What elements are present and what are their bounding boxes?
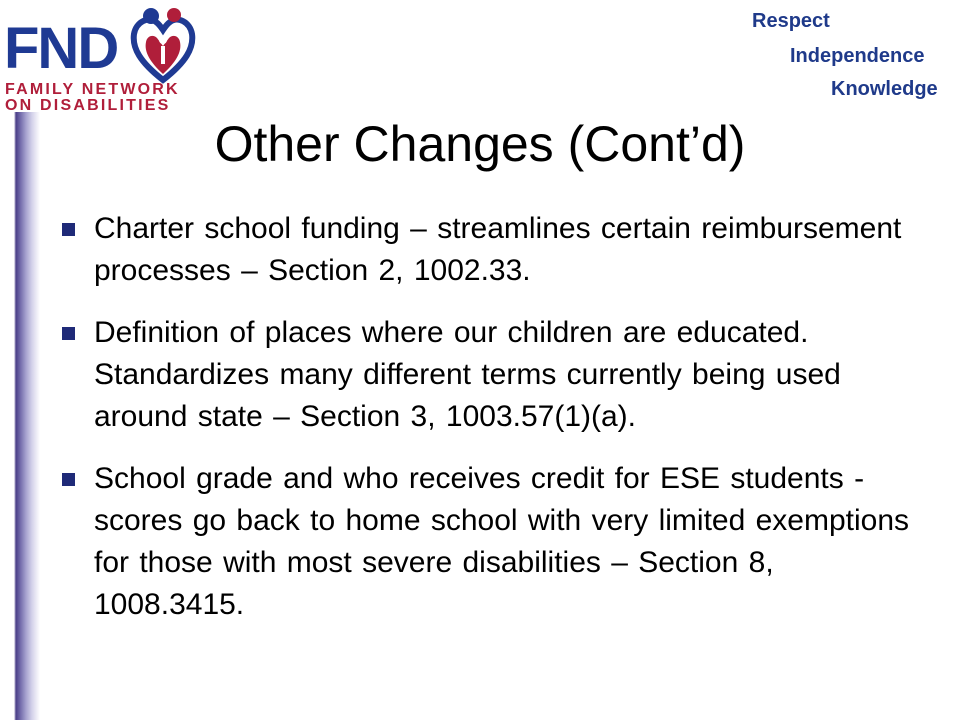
- square-bullet-icon: [62, 473, 75, 486]
- square-bullet-icon: [62, 327, 75, 340]
- bullet-item: [60, 208, 920, 292]
- tagline-respect: Respect: [752, 10, 830, 32]
- tagline: [0, 0, 960, 110]
- bullet-text: Charter school funding – streamlines certain reimbursement processes – Section 2, 1002.33.: [94, 212, 902, 287]
- logo-line-family-network: FAMILY NETWORK: [5, 81, 180, 98]
- left-accent-strip: [0, 112, 40, 720]
- logo-line-on-disabilities: ON DISABILITIES: [5, 97, 171, 114]
- bullet-list: [60, 208, 920, 646]
- logo-letters: FND: [4, 16, 118, 81]
- tagline-independence: Independence: [790, 45, 925, 67]
- square-bullet-icon: [62, 223, 75, 236]
- bullet-text: School grade and who receives credit for ESE students - scores go back to home school with very limited exemptions for those with most severe disabilities – Section 8, 1008.3415.: [94, 462, 910, 621]
- tagline-knowledge: Knowledge: [831, 78, 938, 100]
- bullet-item: [60, 312, 920, 438]
- slide-title: Other Changes (Cont’d): [214, 116, 746, 172]
- bullet-text: Definition of places where our children are educated. Standardizes many different terms currently being used around state – Section 3, 1003.57(1)(a).: [94, 316, 841, 433]
- bullet-item: [60, 458, 920, 626]
